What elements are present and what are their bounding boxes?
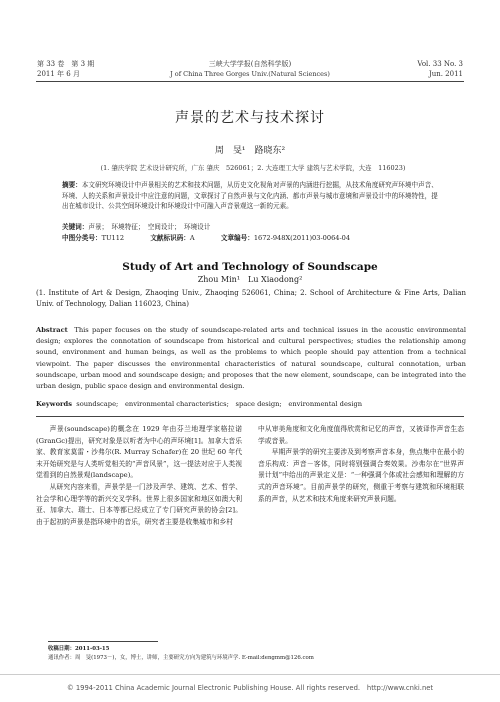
en-title: Study of Art and Technology of Soundscape — [122, 261, 378, 273]
clc-value: TU112 — [101, 234, 125, 242]
article-value: 1672-948X(2011)03-0064-04 — [253, 234, 351, 242]
body-right-column — [258, 424, 464, 505]
en-affiliation: (1. Institute of Art & Design, Zhaoqing Univ., Zhaoqing 526061, China; 2. School of Architecture & Fine Arts, Dalian Univ. of Technology, Dalian 116023, China) — [36, 289, 466, 308]
date-cn: 2011 年 6 月 — [37, 70, 80, 78]
header-left — [37, 59, 94, 79]
article-label: 文章编号： — [220, 234, 254, 242]
cn-classification — [62, 233, 442, 244]
header-right — [417, 59, 463, 79]
abstract-rule — [36, 416, 464, 417]
cn-keywords-text: 声景； 环境特征； 空间设计； 环境设计 — [88, 223, 211, 231]
en-abstract — [36, 325, 466, 392]
cn-keywords-label: 关键词： — [62, 223, 89, 231]
author-note: 通讯作者：周 旻(1973－)，女，博士，讲师，主要研究方向为建筑与环境声学. E-mail:dengmm@126.com — [48, 655, 314, 661]
received-date: 收稿日期：2011-03-15 — [48, 646, 110, 652]
cn-abstract-text: 本文研究环境设计中声景相关的艺术和技术问题，从历史文化视角对声景的内涵进行挖掘，从技术角度研究声环境中声音、环境、人的关系和声景设计中应注意的问题，文章探讨了自然声景与文化内涵、都市声景与城市意境和声景设计中的环境特性，提出在城市设计、公共空间环境设计和环境设计中可融入声音景观这一新的元素。 — [62, 181, 438, 211]
footnote-rule — [48, 641, 158, 642]
en-keywords-label: Keywords — [36, 400, 72, 408]
header-rule — [36, 81, 464, 82]
en-keywords-text: soundscape; environmental characteristics; space design; environmental design — [76, 400, 363, 408]
en-abstract-label: Abstract — [36, 326, 68, 334]
volume-cn: 第 33 卷 第 3 期 — [37, 60, 95, 68]
cn-abstract-label: 摘要： — [62, 181, 82, 189]
en-authors: Zhou Min¹ Lu Xiaodong² — [197, 275, 303, 284]
doc-label: 文献标识码： — [150, 234, 190, 242]
footnote — [48, 645, 468, 663]
copyright-rule — [0, 674, 500, 675]
copyright: © 1994-2011 China Academic Journal Electronic Publishing House. All rights reserved. http://www.cnki.net — [66, 684, 434, 692]
left-paragraph-1: 声景(soundscape)的概念在 1929 年由芬兰地理学家格拉诺(GranGc)提出，研究对象是以听者为中心的声环境[1]。加拿大音乐家、教育家莫雷・沙弗尔(R. Murray Schafer)在 20 世纪 60 年代末开始研究是与人类听觉相关的“声音风景”，这一提法对应于人类视觉看到的自然景观(landscape)。 — [36, 425, 242, 480]
header-center — [150, 59, 350, 79]
right-paragraph-2: 早期声景学的研究主要涉及到考察声音本身，焦点集中在最小的音乐构成：声音－客体，同时将别强调合奏效果。沙弗尔在“世界声景计划”中给出的声景定义是：“一种强调个体或社会感知和理解的方式的声音环境”。目前声景学的研究，侧重于考察与建筑和环境相联系的声音，从艺术和技术角度来研究声景问题。 — [258, 448, 464, 503]
cn-affiliation: (1. 肇庆学院 艺术设计研究所，广东 肇庆 526061；2. 大连理工大学 建筑与艺术学院，大连 116023) — [100, 164, 406, 172]
right-paragraph-1: 中从审美角度和文化角度值得欣赏和记忆的声音，又被译作声音生态学或音景。 — [258, 425, 464, 445]
date-en: Jun. 2011 — [428, 70, 463, 78]
cn-abstract — [62, 180, 442, 212]
body-left-column — [36, 424, 242, 528]
cn-title: 声景的艺术与技术探讨 — [175, 110, 325, 126]
doc-value: A — [189, 234, 195, 242]
volume-en: Vol. 33 No. 3 — [417, 60, 463, 68]
en-keywords — [36, 399, 466, 410]
journal-en: J of China Three Gorges Univ.(Natural Sciences) — [170, 70, 330, 78]
clc-label: 中图分类号： — [62, 234, 102, 242]
en-abstract-text: This paper focuses on the study of soundscape-related arts and technical issues in the acoustic environmental design; explores the connotation of soundscape from historical and cultural perspectives; studies the relationship among sound, environment and human beings, as well as the problems to which people should pay attention from a technical viewpoint. The paper discusses the environmental characteristics of natural soundscape, cultural connotation, urban soundscape, urban mood and soundscape design; and proposes that the new element, soundscape, can be integrated into the urban design, public space design and environmental design. — [36, 326, 466, 391]
cn-keywords — [62, 222, 442, 233]
cn-authors: 周 旻¹ 路晓东² — [214, 146, 286, 156]
left-paragraph-2: 从研究内容来看，声景学是一门涉及声学、建筑、艺术、哲学、社会学和心理学等的新兴交叉学科。世界上很多国家和地区如澳大利亚、加拿大、瑞士、日本等都已经成立了专门研究声景的协会[2]。由于起初的声景是指环境中的音乐，研究者主要是收集城市和乡村 — [36, 482, 242, 526]
journal-cn: 三峡大学学报(自然科学版) — [208, 60, 292, 68]
